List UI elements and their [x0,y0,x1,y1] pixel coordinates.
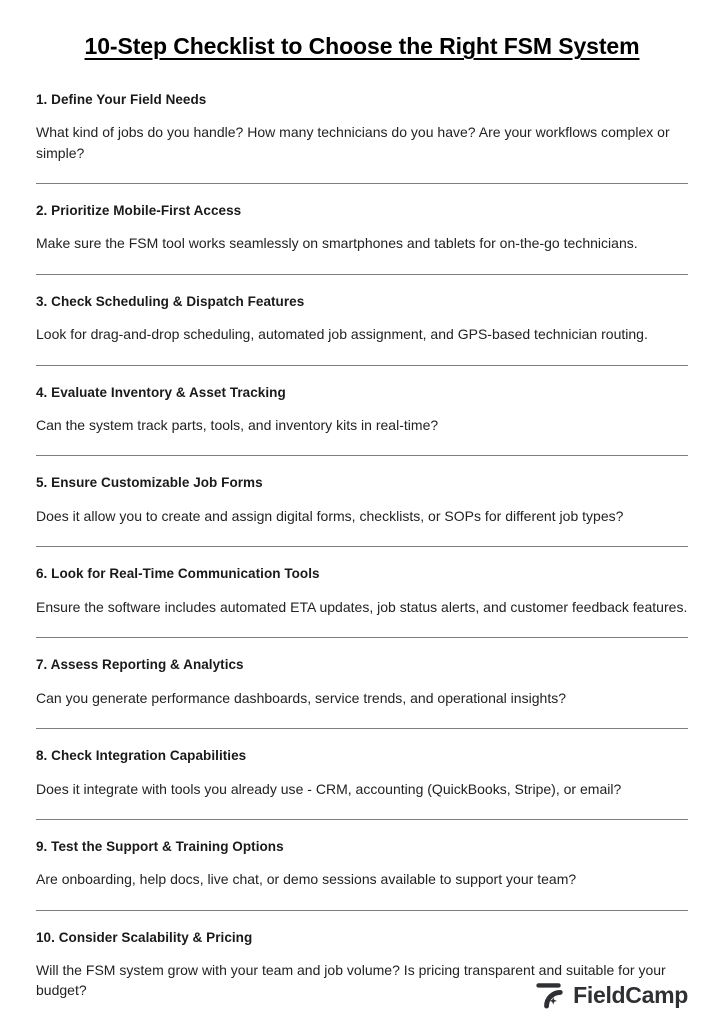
checklist-item-1 [36,91,688,163]
page-title [0,0,724,61]
checklist-item-body: Will the FSM system grow with your team and job volume? Is pricing transparent and suitable for your budget? [36,962,666,999]
checklist-item-body: Can the system track parts, tools, and inventory kits in real-time? [36,417,439,434]
checklist-item-body: Can you generate performance dashboards, service trends, and operational insights? [36,689,567,706]
checklist-item-body: Does it integrate with tools you already use - CRM, accounting (QuickBooks, Stripe), or email? [36,780,622,797]
checklist-item-5 [36,455,688,526]
checklist-item-body: What kind of jobs do you handle? How many technicians do you have? Are your workflows complex or simple? [36,124,670,161]
checklist-item-3 [36,274,688,345]
checklist-item-2 [36,183,688,254]
brand-footer [534,980,688,1010]
checklist-item-body: Ensure the software includes automated ETA updates, job status alerts, and customer feedback features. [36,598,688,615]
checklist-item-heading: 3. Check Scheduling & Dispatch Features [36,293,305,309]
page-title-text: 10-Step Checklist to Choose the Right FSM System [84,33,640,59]
checklist-item-body: Are onboarding, help docs, live chat, or demo sessions available to support your team? [36,871,577,888]
checklist-item-body: Does it allow you to create and assign digital forms, checklists, or SOPs for different job types? [36,507,624,524]
checklist-item-heading: 10. Consider Scalability & Pricing [36,929,253,945]
checklist-sections [0,91,724,1001]
checklist-item-body: Make sure the FSM tool works seamlessly on smartphones and tablets for on-the-go technicians. [36,235,638,252]
checklist-item-body: Look for drag-and-drop scheduling, automated job assignment, and GPS-based technician routing. [36,326,648,343]
checklist-item-heading: 8. Check Integration Capabilities [36,747,247,763]
checklist-item-heading: 4. Evaluate Inventory & Asset Tracking [36,384,286,400]
checklist-item-8 [36,728,688,799]
checklist-item-6 [36,546,688,617]
fieldcamp-logo-icon [534,980,564,1010]
checklist-item-heading: 5. Ensure Customizable Job Forms [36,475,263,491]
checklist-item-heading: 9. Test the Support & Training Options [36,838,284,854]
brand-name: FieldCamp [573,981,688,1008]
checklist-item-heading: 1. Define Your Field Needs [36,91,207,107]
checklist-item-heading: 2. Prioritize Mobile-First Access [36,202,242,218]
checklist-item-4 [36,365,688,436]
checklist-item-7 [36,637,688,708]
checklist-item-heading: 7. Assess Reporting & Analytics [36,657,244,673]
checklist-item-9 [36,819,688,890]
checklist-item-heading: 6. Look for Real-Time Communication Tools [36,566,320,582]
